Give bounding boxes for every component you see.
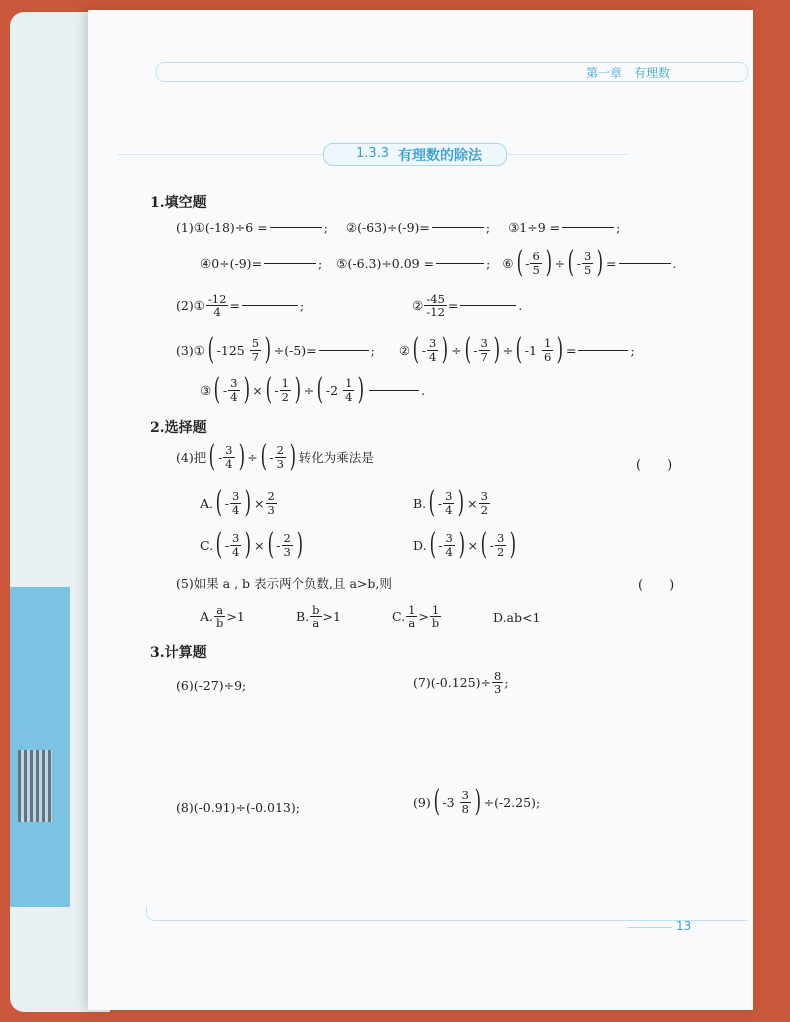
q1-a: ①(-18)÷6 =	[193, 220, 268, 235]
answer-blank[interactable]	[270, 227, 322, 228]
part2-heading: 2.选择题	[150, 420, 207, 436]
answer-bracket[interactable]: ( )	[636, 458, 673, 473]
fraction: $\frac{-45}{-12}$	[426, 292, 445, 320]
fraction: $\frac{3}{4}$	[429, 336, 437, 364]
q1-e: ⑤(-6.3)÷0.09 =	[336, 255, 435, 271]
q1-d: ④0÷(-9)=	[200, 255, 263, 271]
q4-option-d[interactable]: D. ( - $\frac{3}{4}$ ) × ( - $\frac{3}{2}$ )	[413, 527, 517, 562]
q4-option-a[interactable]: A. ( - $\frac{3}{4}$ ) × $\frac{2}{3}$	[200, 485, 275, 520]
fraction: $\frac{3}{4}$	[230, 376, 238, 404]
answer-blank[interactable]	[369, 390, 419, 391]
answer-blank[interactable]	[264, 263, 316, 264]
fraction: $\frac{2}{3}$	[283, 531, 291, 559]
q4-row: (4)把 ( - $\frac{3}{4}$ ) ÷ ( - $\frac{2}{3}$ ) 转化为乘法是	[176, 439, 374, 474]
q1-label: (1)	[176, 220, 194, 235]
answer-blank[interactable]	[619, 263, 671, 264]
answer-blank[interactable]	[578, 350, 628, 351]
page-number-rule	[628, 927, 672, 928]
fraction: $\frac{3}{2}$	[497, 531, 505, 559]
q3-label: (3)①	[176, 342, 205, 358]
answer-blank[interactable]	[460, 305, 516, 306]
fraction: $\frac{2}{3}$	[276, 443, 284, 471]
part1-heading: 1.填空题	[150, 195, 207, 211]
answer-blank[interactable]	[432, 227, 484, 228]
answer-blank[interactable]	[319, 350, 369, 351]
q1-f-label: ⑥	[502, 255, 514, 271]
q2-b-label: ②	[412, 298, 424, 314]
answer-bracket[interactable]: ( )	[638, 578, 675, 593]
q1-row1: (1) ①(-18)÷6 = ; ②(-63)÷(-9)= ; ③1÷9 = ;	[176, 220, 621, 235]
fraction: $\frac{8}{3}$	[493, 669, 502, 697]
q5-text: (5)如果 a , b 表示两个负数,且 a>b,则	[176, 576, 392, 591]
section-number: 1.3.3	[356, 146, 390, 161]
q1-b: ②(-63)÷(-9)=	[345, 220, 430, 235]
fraction: $\frac{3}{5}$	[583, 249, 592, 277]
q2-row: (2)① $\frac{-12}{4}$ = ; ② $\frac{-45}{-12}$ = .	[176, 292, 523, 320]
fraction: $\frac{1}{4}$	[345, 376, 353, 404]
answer-blank[interactable]	[436, 263, 484, 264]
q5-option-d[interactable]: D.ab<1	[493, 610, 541, 625]
q1-row2: ④0÷(-9)= ; ⑤(-6.3)÷0.09 = ; ⑥ ( - $\frac{6}{5}$ ) ÷ ( - $\frac{3}{5}$ ) = .	[200, 245, 677, 280]
footer-bar	[146, 906, 747, 921]
fraction: $\frac{3}{8}$	[461, 788, 469, 816]
q5-row	[176, 574, 392, 592]
q9: (9) ( -3 $\frac{3}{8}$ ) ÷(-2.25);	[413, 784, 541, 819]
fraction: $\frac{3}{7}$	[480, 336, 488, 364]
textbook-page	[88, 10, 753, 1010]
q4-text: 转化为乘法是	[298, 450, 374, 465]
chapter-title: 第一章 有理数	[586, 66, 671, 80]
fraction: $\frac{5}{7}$	[251, 336, 260, 364]
fraction: $\frac{1}{6}$	[543, 336, 552, 364]
fraction: $\frac{1}{a}$	[408, 603, 416, 631]
fraction: $\frac{6}{5}$	[532, 249, 540, 277]
section-title: 有理数的除法	[398, 148, 482, 164]
q8: (8)(-0.91)÷(-0.013);	[176, 800, 300, 815]
book-cover-strip	[10, 587, 70, 907]
q3-row2: ③ ( - $\frac{3}{4}$ ) × ( - $\frac{1}{2}$ ) ÷ ( -2 $\frac{1}{4}$ ) .	[200, 372, 426, 407]
answer-blank[interactable]	[562, 227, 614, 228]
q5-option-c[interactable]: C. $\frac{1}{a}$ > $\frac{1}{b}$	[392, 603, 440, 631]
fraction: $\frac{1}{2}$	[281, 376, 289, 404]
fraction: $\frac{b}{a}$	[312, 603, 320, 631]
q3-row1: (3)① ( -125 $\frac{5}{7}$ ) ÷(-5)= ; ② ( - $\frac{3}{4}$ ) ÷ ( - $\frac{3}{7}$ ) ÷ ( -1 $\frac{1}{6}$ ) = ;	[176, 332, 635, 367]
fraction: $\frac{3}{4}$	[232, 531, 240, 559]
fraction: $\frac{3}{2}$	[480, 489, 488, 517]
q2-label: (2)①	[176, 298, 205, 314]
fraction: $\frac{3}{4}$	[225, 443, 233, 471]
q6: (6)(-27)÷9;	[176, 678, 247, 693]
q4-option-c[interactable]: C. ( - $\frac{3}{4}$ ) × ( - $\frac{2}{3}$ )	[200, 527, 303, 562]
fraction: $\frac{-12}{4}$	[207, 292, 227, 320]
q5-option-a[interactable]: A. $\frac{a}{b}$ >1	[200, 603, 245, 631]
fraction: $\frac{3}{4}$	[231, 489, 240, 517]
fraction: $\frac{1}{b}$	[431, 603, 440, 631]
q5-option-b[interactable]: B. $\frac{b}{a}$ >1	[296, 603, 341, 631]
q4-option-b[interactable]: B. ( - $\frac{3}{4}$ ) × $\frac{3}{2}$	[413, 485, 488, 520]
fraction: $\frac{a}{b}$	[216, 603, 224, 631]
q7: (7)(-0.125)÷ $\frac{8}{3}$ ;	[413, 669, 509, 697]
fraction: $\frac{2}{3}$	[267, 489, 275, 517]
fraction: $\frac{3}{4}$	[445, 531, 453, 559]
qr-code-image	[18, 750, 52, 822]
q1-c: ③1÷9 =	[508, 220, 561, 235]
fraction: $\frac{3}{4}$	[445, 489, 453, 517]
part3-heading: 3.计算题	[150, 645, 207, 661]
page-number: 13	[676, 919, 692, 933]
answer-blank[interactable]	[242, 305, 298, 306]
